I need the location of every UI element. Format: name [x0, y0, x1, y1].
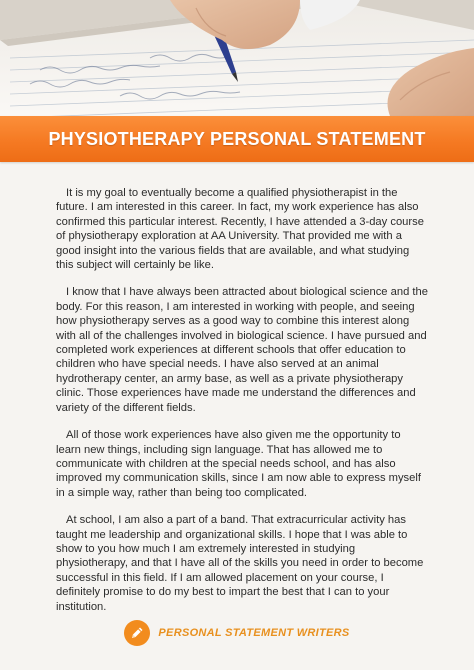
paragraph-2 — [56, 285, 428, 415]
paragraph-3-text: All of those work experiences have also given me the opportunity to learn new things, including sign language. That has allowed me to communicate with children at the special needs school, and has also improved my communication skills, since I am now able to express myself in a simple way, rather than being too complicated. — [56, 429, 421, 499]
paragraph-1 — [56, 186, 428, 272]
paragraph-1-text: It is my goal to eventually become a qualified physiotherapist in the future. I am interested in this career. In fact, my work experience has also confirmed this particular interest. Recently, I have attended a 3-day course of physiotherapy exploration at AA University. That provided me with a good insight into the various fields that are available, and what studying this subject will certainly be like. — [56, 187, 424, 272]
hero-photo-hand-writing — [0, 0, 474, 116]
page-title: PHYSIOTHERAPY PERSONAL STATEMENT — [48, 128, 426, 149]
pen-icon — [124, 620, 150, 646]
statement-body — [56, 186, 428, 627]
title-banner — [0, 116, 474, 162]
footer-brand[interactable] — [0, 618, 474, 648]
brand-name: PERSONAL STATEMENT WRITERS — [158, 627, 350, 639]
paragraph-4 — [56, 513, 428, 614]
paragraph-2-text: I know that I have always been attracted about biological science and the body. For this reason, I am interested in working with people, and seeing how physiotherapy serves as a good way to combine this interest along with all of the challenges involved in biological science. I have pursued and completed work experiences at different schools that offer education to children who have special needs. I have also served at an animal hydrotherapy center, an army base, as well as a private physiotherapy clinic. Those experiences have made me understand the differences and variety of the different fields. — [56, 286, 428, 414]
paragraph-4-text: At school, I am also a part of a band. That extracurricular activity has taught me leadership and organizational skills. I hope that I was able to show to you how much I am extremely interested in studying physiotherapy, and that I have all of the skills you need in order to become successful in this field. If I am allowed placement on your course, I definitely promise to do my best to impart the best that I can to your institution. — [56, 514, 424, 613]
paragraph-3 — [56, 428, 428, 500]
